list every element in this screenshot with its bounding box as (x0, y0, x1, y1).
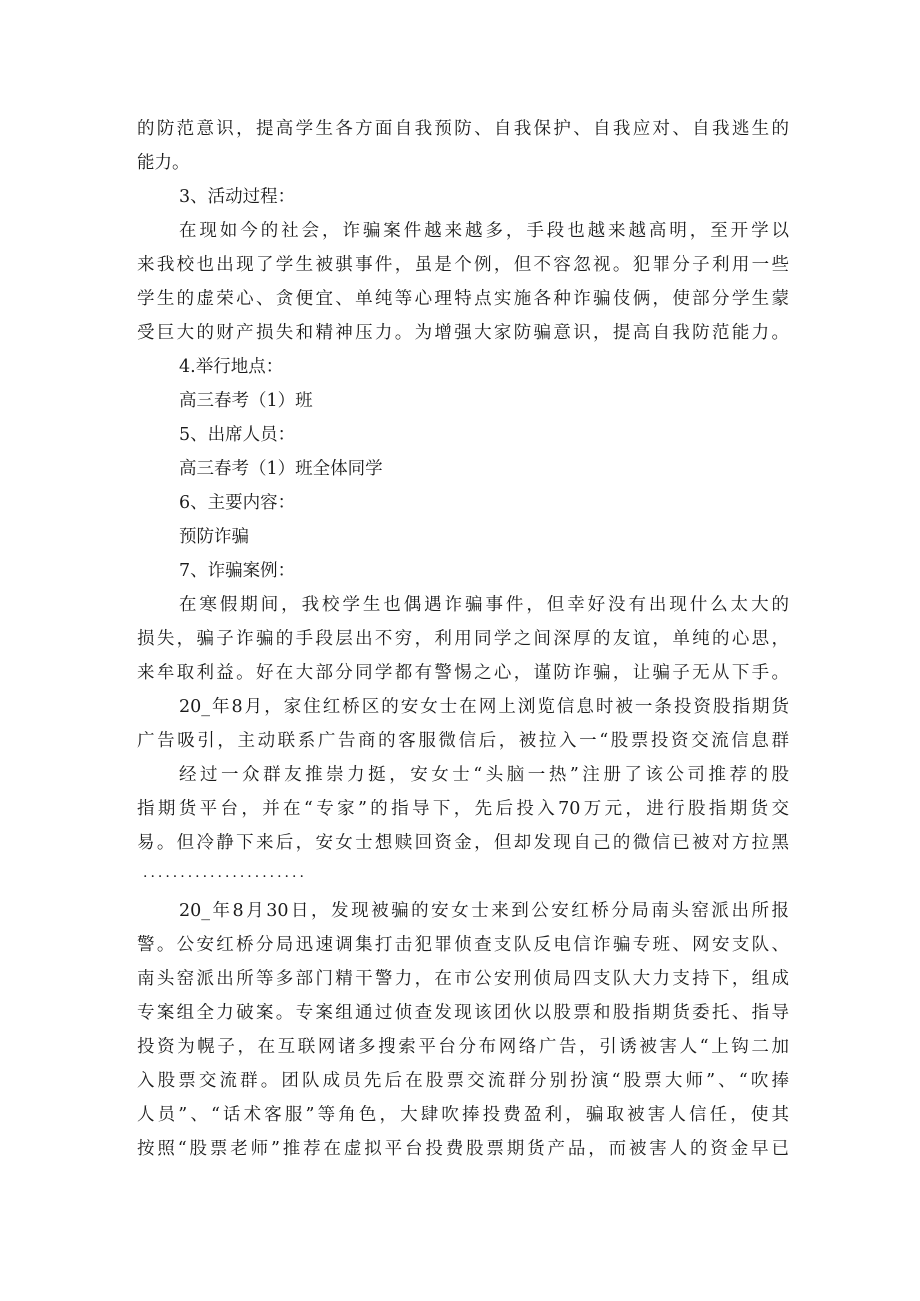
text-line: 入股票交流群。团队成员先后在股票交流群分别扮演“股票大师”、“吹捧 (137, 1071, 789, 1091)
text-line: 能力。 (137, 153, 190, 173)
text-line: 20_年8月30日，发现被骗的安女士来到公安红桥分局南头窑派出所报 (179, 901, 789, 921)
section-heading: 5、出席人员： (179, 425, 296, 445)
text-line: 人员”、“话术客服”等角色，大肆吹捧投费盈利，骗取被害人信任，使其 (137, 1105, 789, 1125)
text-line: 按照“股票老师”推荐在虚拟平台投费股票期货产品，而被害人的资金早已 (137, 1139, 789, 1159)
text-line: 经过一众群友推崇力挺，安女士“头脑一热”注册了该公司推荐的股 (179, 765, 789, 785)
text-line: 投资为幌子，在互联网诸多搜索平台分布网络广告，引诱被害人“上钩二加 (137, 1037, 789, 1057)
text-line: 高三春考（1）班全体同学 (179, 459, 383, 479)
text-line: 警。公安红桥分局迅速调集打击犯罪侦查支队反电信诈骗专班、网安支队、 (137, 935, 789, 955)
text-line: 广告吸引，主动联系广告商的客服微信后，被拉入一“股票投资交流信息群 (137, 731, 789, 751)
section-heading: 6、主要内容： (179, 493, 296, 513)
text-line: 专案组全力破案。专案组通过侦查发现该团伙以股票和股指期货委托、指导 (137, 1003, 789, 1023)
text-line: 指期货平台，并在“专家”的指导下，先后投入70万元，进行股指期货交 (137, 799, 789, 819)
text-line: 学生的虚荣心、贪便宜、单纯等心理特点实施各种诈骗伎俩，使部分学生蒙 (137, 289, 789, 309)
text-line: 南头窑派出所等多部门精干警力，在市公安刑侦局四支队大力支持下，组成 (137, 969, 789, 989)
text-line: 预防诈骗 (179, 527, 249, 547)
section-heading: 4.举行地点： (179, 357, 284, 377)
ellipsis-dots: ······················ (143, 869, 307, 885)
text-line: 高三春考（1）班 (179, 391, 313, 411)
text-line: 来我校也出现了学生被骐事件，虽是个例，但不容忽视。犯罪分子利用一些 (137, 255, 789, 275)
text-line: 易。但冷静下来后，安女士想赎回资金，但却发现自己的微信已被对方拉黑 (137, 833, 789, 853)
text-line: 损失，骗子诈骗的手段层出不穷，利用同学之间深厚的友谊，单纯的心思， (137, 629, 789, 649)
text-line: 20_年8月，家住红桥区的安女士在网上浏览信息时被一条投资股指期货 (179, 697, 789, 717)
section-heading: 3、活动过程： (179, 187, 296, 207)
text-line: 在寒假期间，我校学生也偶遇诈骗事件，但幸好没有出现什么太大的 (179, 595, 789, 615)
section-heading: 7、诈骗案例： (179, 561, 296, 581)
text-line: 的防范意识，提高学生各方面自我预防、自我保护、自我应对、自我逃生的 (137, 119, 789, 139)
text-line: 受巨大的财产损失和精神压力。为增强大家防骗意识，提高自我防范能力。 (137, 323, 789, 343)
text-line: 来牟取利益。好在大部分同学都有警惕之心，谨防诈骗，让骗子无从下手。 (137, 663, 789, 683)
text-line: 在现如今的社会，诈骗案件越来越多，手段也越来越高明，至开学以 (179, 221, 789, 241)
